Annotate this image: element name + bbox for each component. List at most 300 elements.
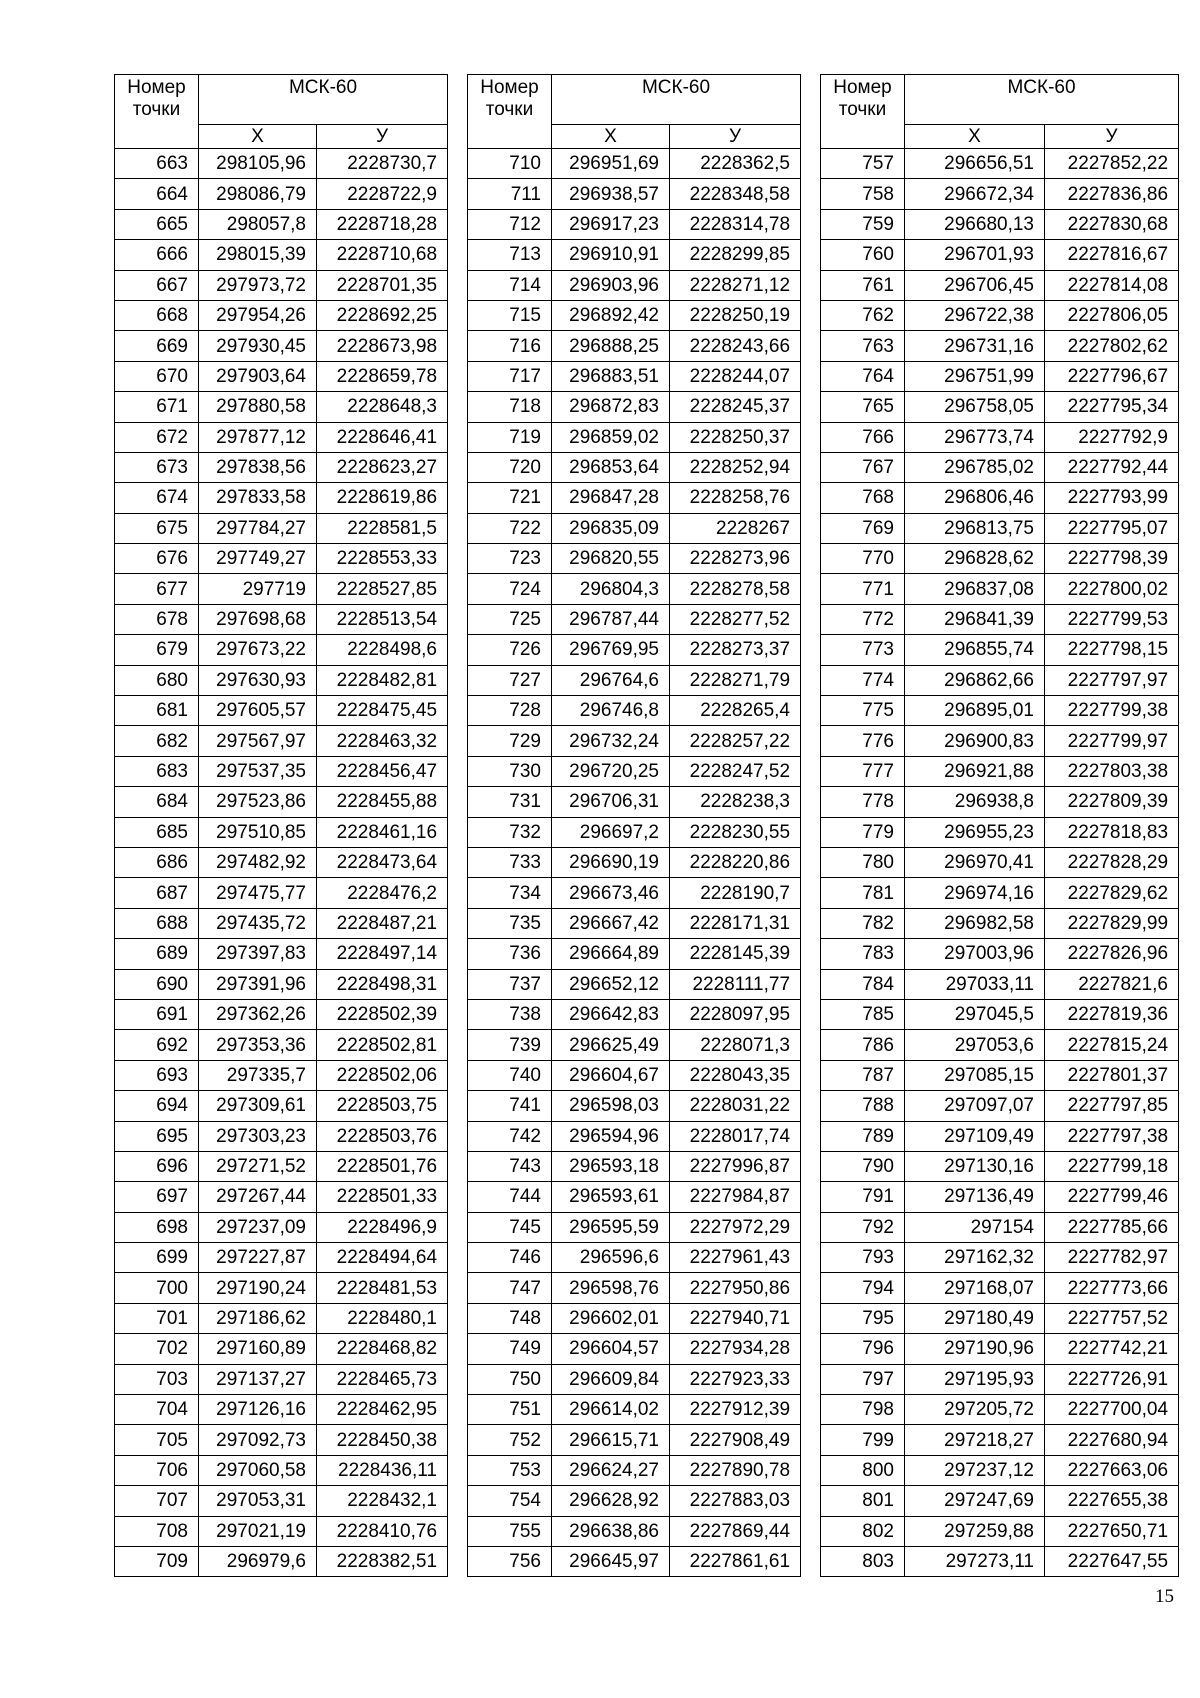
table-row: [468, 149, 801, 179]
point-number-cell: 712: [468, 209, 552, 239]
y-coordinate-cell: 2228017,74: [670, 1121, 801, 1151]
table-row: [821, 1486, 1179, 1516]
table-row: [468, 696, 801, 726]
y-coordinate-cell: 2228465,73: [317, 1364, 448, 1394]
y-coordinate-cell: 2228730,7: [317, 149, 448, 179]
table-row: [115, 817, 448, 847]
table-row: [821, 1060, 1179, 1090]
x-coordinate-cell: 297237,12: [905, 1455, 1045, 1485]
point-number-cell: 666: [115, 240, 199, 270]
point-number-cell: 683: [115, 756, 199, 786]
table-row: [821, 513, 1179, 543]
y-coordinate-cell: 2228646,41: [317, 422, 448, 452]
x-coordinate-cell: 297109,49: [905, 1121, 1045, 1151]
y-coordinate-cell: 2227950,86: [670, 1273, 801, 1303]
point-number-cell: 710: [468, 149, 552, 179]
x-coordinate-cell: 296596,6: [552, 1243, 670, 1273]
point-number-cell: 794: [821, 1273, 905, 1303]
x-coordinate-cell: 297475,77: [199, 878, 317, 908]
point-number-cell: 748: [468, 1303, 552, 1333]
x-coordinate-cell: 297180,49: [905, 1303, 1045, 1333]
table-row: [468, 1243, 801, 1273]
table-row: [468, 1182, 801, 1212]
x-coordinate-cell: 296656,51: [905, 149, 1045, 179]
x-coordinate-cell: 296602,01: [552, 1303, 670, 1333]
table-row: [115, 1486, 448, 1516]
y-coordinate-cell: 2227801,37: [1045, 1060, 1179, 1090]
point-number-cell: 706: [115, 1455, 199, 1485]
table-row: [821, 847, 1179, 877]
y-coordinate-cell: 2228382,51: [317, 1546, 448, 1576]
table-row: [115, 179, 448, 209]
table-row: [821, 696, 1179, 726]
y-coordinate-cell: 2228410,76: [317, 1516, 448, 1546]
point-number-cell: 739: [468, 1030, 552, 1060]
table-row: [115, 726, 448, 756]
x-coordinate-cell: 297137,27: [199, 1364, 317, 1394]
x-coordinate-cell: 296903,96: [552, 270, 670, 300]
point-number-cell: 673: [115, 452, 199, 482]
x-coordinate-cell: 297877,12: [199, 422, 317, 452]
point-number-cell: 798: [821, 1395, 905, 1425]
point-number-cell: 768: [821, 483, 905, 513]
coordinates-table-1: [114, 74, 448, 1577]
point-number-cell: 664: [115, 179, 199, 209]
table-row: [468, 1212, 801, 1242]
point-number-cell: 704: [115, 1395, 199, 1425]
y-coordinate-cell: 2227806,05: [1045, 300, 1179, 330]
y-coordinate-cell: 2228450,38: [317, 1425, 448, 1455]
table-row: [115, 270, 448, 300]
y-coordinate-cell: 2227829,62: [1045, 878, 1179, 908]
table-row: [821, 179, 1179, 209]
table-row: [821, 817, 1179, 847]
coordinates-table-2: [467, 74, 801, 1577]
y-coordinate-cell: 2228710,68: [317, 240, 448, 270]
table-row: [821, 392, 1179, 422]
point-number-cell: 796: [821, 1334, 905, 1364]
x-coordinate-cell: 296917,23: [552, 209, 670, 239]
x-coordinate-cell: 296979,6: [199, 1546, 317, 1576]
table-row: [115, 392, 448, 422]
point-number-cell: 667: [115, 270, 199, 300]
point-number-cell: 678: [115, 604, 199, 634]
table-row: [115, 999, 448, 1029]
point-number-cell: 775: [821, 696, 905, 726]
point-number-cell: 764: [821, 361, 905, 391]
table-row: [468, 1364, 801, 1394]
point-number-cell: 684: [115, 787, 199, 817]
y-coordinate-cell: 2227961,43: [670, 1243, 801, 1273]
table-row: [821, 726, 1179, 756]
point-number-cell: 728: [468, 696, 552, 726]
y-coordinate-cell: 2227798,15: [1045, 635, 1179, 665]
x-coordinate-cell: 297053,31: [199, 1486, 317, 1516]
point-number-cell: 754: [468, 1486, 552, 1516]
x-coordinate-cell: 297045,5: [905, 999, 1045, 1029]
x-coordinate-cell: 297205,72: [905, 1395, 1045, 1425]
y-coordinate-cell: 2228648,3: [317, 392, 448, 422]
point-number-cell: 793: [821, 1243, 905, 1273]
table-row: [468, 331, 801, 361]
y-coordinate-cell: 2228673,98: [317, 331, 448, 361]
point-number-cell: 747: [468, 1273, 552, 1303]
y-coordinate-cell: 2228111,77: [670, 969, 801, 999]
table-row: [821, 787, 1179, 817]
y-coordinate-cell: 2228171,31: [670, 908, 801, 938]
y-coordinate-cell: 2228071,3: [670, 1030, 801, 1060]
y-coordinate-cell: 2228701,35: [317, 270, 448, 300]
y-coordinate-cell: 2227803,38: [1045, 756, 1179, 786]
table-row: [468, 1151, 801, 1181]
x-coordinate-cell: 297353,36: [199, 1030, 317, 1060]
y-coordinate-cell: 2228503,75: [317, 1091, 448, 1121]
x-coordinate-cell: 296862,66: [905, 665, 1045, 695]
table-row: [115, 604, 448, 634]
table-row: [468, 878, 801, 908]
x-coordinate-cell: 297930,45: [199, 331, 317, 361]
x-coordinate-cell: 296672,34: [905, 179, 1045, 209]
point-number-cell: 703: [115, 1364, 199, 1394]
table-row: [821, 756, 1179, 786]
x-coordinate-cell: 298105,96: [199, 149, 317, 179]
y-coordinate-cell: 2228502,39: [317, 999, 448, 1029]
y-coordinate-cell: 2228482,81: [317, 665, 448, 695]
y-coordinate-cell: 2228455,88: [317, 787, 448, 817]
y-coordinate-cell: 2228348,58: [670, 179, 801, 209]
table-row: [468, 635, 801, 665]
x-coordinate-cell: 297092,73: [199, 1425, 317, 1455]
point-number-cell: 672: [115, 422, 199, 452]
y-coordinate-cell: 2228265,4: [670, 696, 801, 726]
table-row: [115, 1395, 448, 1425]
table-row: [468, 574, 801, 604]
table-row: [468, 756, 801, 786]
point-number-cell: 792: [821, 1212, 905, 1242]
table-row: [821, 270, 1179, 300]
y-coordinate-cell: 2227923,33: [670, 1364, 801, 1394]
table-row: [821, 1243, 1179, 1273]
y-coordinate-cell: 2227773,66: [1045, 1273, 1179, 1303]
y-coordinate-cell: 2228271,12: [670, 270, 801, 300]
y-coordinate-cell: 2227650,71: [1045, 1516, 1179, 1546]
point-number-cell: 708: [115, 1516, 199, 1546]
y-coordinate-cell: 2227869,44: [670, 1516, 801, 1546]
y-coordinate-cell: 2227816,67: [1045, 240, 1179, 270]
x-coordinate-cell: 297362,26: [199, 999, 317, 1029]
y-coordinate-cell: 2227793,99: [1045, 483, 1179, 513]
x-header: Х: [905, 125, 1045, 149]
point-number-cell: 757: [821, 149, 905, 179]
x-coordinate-cell: 297309,61: [199, 1091, 317, 1121]
table-row: [468, 787, 801, 817]
point-number-cell: 797: [821, 1364, 905, 1394]
table-row: [821, 1546, 1179, 1576]
y-coordinate-cell: 2227996,87: [670, 1151, 801, 1181]
point-number-cell: 763: [821, 331, 905, 361]
table-row: [468, 270, 801, 300]
point-number-cell: 674: [115, 483, 199, 513]
x-coordinate-cell: 296813,75: [905, 513, 1045, 543]
y-coordinate-cell: 2228271,79: [670, 665, 801, 695]
y-coordinate-cell: 2227799,18: [1045, 1151, 1179, 1181]
x-coordinate-cell: 297097,07: [905, 1091, 1045, 1121]
table-row: [115, 1243, 448, 1273]
x-coordinate-cell: 297218,27: [905, 1425, 1045, 1455]
point-number-cell: 783: [821, 939, 905, 969]
x-coordinate-cell: 296872,83: [552, 392, 670, 422]
y-coordinate-cell: 2228299,85: [670, 240, 801, 270]
y-coordinate-cell: 2227795,07: [1045, 513, 1179, 543]
table-row: [821, 1334, 1179, 1364]
point-number-cell: 690: [115, 969, 199, 999]
x-coordinate-cell: 297567,97: [199, 726, 317, 756]
x-coordinate-cell: 297749,27: [199, 544, 317, 574]
y-coordinate-cell: 2228468,82: [317, 1334, 448, 1364]
y-coordinate-cell: 2227655,38: [1045, 1486, 1179, 1516]
y-coordinate-cell: 2228581,5: [317, 513, 448, 543]
table-row: [115, 574, 448, 604]
x-coordinate-cell: 297227,87: [199, 1243, 317, 1273]
point-number-cell: 732: [468, 817, 552, 847]
table-row: [821, 604, 1179, 634]
x-coordinate-cell: 297523,86: [199, 787, 317, 817]
x-coordinate-cell: 297267,44: [199, 1182, 317, 1212]
x-coordinate-cell: 296624,27: [552, 1455, 670, 1485]
x-coordinate-cell: 296642,83: [552, 999, 670, 1029]
x-coordinate-cell: 296921,88: [905, 756, 1045, 786]
y-coordinate-cell: 2228362,5: [670, 149, 801, 179]
x-coordinate-cell: 297190,24: [199, 1273, 317, 1303]
x-coordinate-cell: 296804,3: [552, 574, 670, 604]
point-number-cell: 758: [821, 179, 905, 209]
point-number-header: Номер точки: [821, 75, 905, 149]
point-number-cell: 776: [821, 726, 905, 756]
table-row: [821, 240, 1179, 270]
y-coordinate-cell: 2228527,85: [317, 574, 448, 604]
y-coordinate-cell: 2228043,35: [670, 1060, 801, 1090]
x-coordinate-cell: 297003,96: [905, 939, 1045, 969]
x-coordinate-cell: 297397,83: [199, 939, 317, 969]
x-coordinate-cell: 297537,35: [199, 756, 317, 786]
table-row: [115, 1212, 448, 1242]
point-number-cell: 784: [821, 969, 905, 999]
point-number-cell: 773: [821, 635, 905, 665]
y-coordinate-cell: 2228659,78: [317, 361, 448, 391]
y-coordinate-cell: 2228481,53: [317, 1273, 448, 1303]
y-coordinate-cell: 2227815,24: [1045, 1030, 1179, 1060]
point-number-cell: 698: [115, 1212, 199, 1242]
y-coordinate-cell: 2228432,1: [317, 1486, 448, 1516]
table-row: [468, 1455, 801, 1485]
table-row: [468, 726, 801, 756]
x-coordinate-cell: 297903,64: [199, 361, 317, 391]
table-row: [821, 1030, 1179, 1060]
point-number-cell: 755: [468, 1516, 552, 1546]
y-coordinate-cell: 2227861,61: [670, 1546, 801, 1576]
x-coordinate-cell: 296853,64: [552, 452, 670, 482]
y-coordinate-cell: 2228097,95: [670, 999, 801, 1029]
y-coordinate-cell: 2228463,32: [317, 726, 448, 756]
table-row: [468, 939, 801, 969]
x-coordinate-cell: 296732,24: [552, 726, 670, 756]
point-number-cell: 744: [468, 1182, 552, 1212]
y-coordinate-cell: 2227821,6: [1045, 969, 1179, 999]
x-coordinate-cell: 296751,99: [905, 361, 1045, 391]
x-coordinate-cell: 297154: [905, 1212, 1045, 1242]
y-coordinate-cell: 2228498,6: [317, 635, 448, 665]
table-row: [821, 574, 1179, 604]
y-coordinate-cell: 2227809,39: [1045, 787, 1179, 817]
point-number-cell: 740: [468, 1060, 552, 1090]
x-coordinate-cell: 296764,6: [552, 665, 670, 695]
point-number-cell: 669: [115, 331, 199, 361]
table-row: [468, 513, 801, 543]
table-row: [115, 361, 448, 391]
y-coordinate-cell: 2227826,96: [1045, 939, 1179, 969]
table-row: [468, 817, 801, 847]
table-row: [115, 149, 448, 179]
point-number-cell: 730: [468, 756, 552, 786]
point-number-cell: 686: [115, 847, 199, 877]
y-coordinate-cell: 2228487,21: [317, 908, 448, 938]
point-number-cell: 760: [821, 240, 905, 270]
table-row: [115, 1364, 448, 1394]
x-coordinate-cell: 297190,96: [905, 1334, 1045, 1364]
y-coordinate-cell: 2227800,02: [1045, 574, 1179, 604]
x-coordinate-cell: 298015,39: [199, 240, 317, 270]
table-row: [115, 878, 448, 908]
x-coordinate-cell: 296731,16: [905, 331, 1045, 361]
point-number-cell: 731: [468, 787, 552, 817]
table-row: [821, 635, 1179, 665]
point-number-cell: 788: [821, 1091, 905, 1121]
y-coordinate-cell: 2228250,37: [670, 422, 801, 452]
y-coordinate-cell: 2228243,66: [670, 331, 801, 361]
x-coordinate-cell: 296837,08: [905, 574, 1045, 604]
x-coordinate-cell: 296604,67: [552, 1060, 670, 1090]
point-number-cell: 772: [821, 604, 905, 634]
x-coordinate-cell: 296697,2: [552, 817, 670, 847]
y-header: У: [670, 125, 801, 149]
x-coordinate-cell: 296615,71: [552, 1425, 670, 1455]
x-header: Х: [552, 125, 670, 149]
table-row: [468, 392, 801, 422]
y-coordinate-cell: 2227934,28: [670, 1334, 801, 1364]
point-number-cell: 720: [468, 452, 552, 482]
table-row: [821, 908, 1179, 938]
y-coordinate-cell: 2228502,06: [317, 1060, 448, 1090]
point-number-cell: 733: [468, 847, 552, 877]
point-number-cell: 668: [115, 300, 199, 330]
y-coordinate-cell: 2228273,37: [670, 635, 801, 665]
x-coordinate-cell: 297391,96: [199, 969, 317, 999]
y-header: У: [317, 125, 448, 149]
x-coordinate-cell: 296841,39: [905, 604, 1045, 634]
x-coordinate-cell: 297195,93: [905, 1364, 1045, 1394]
point-number-cell: 770: [821, 544, 905, 574]
x-coordinate-cell: 297698,68: [199, 604, 317, 634]
x-coordinate-cell: 296955,23: [905, 817, 1045, 847]
x-coordinate-cell: 297053,6: [905, 1030, 1045, 1060]
table-row: [821, 969, 1179, 999]
table-row: [468, 1486, 801, 1516]
table-row: [468, 999, 801, 1029]
y-coordinate-cell: 2228220,86: [670, 847, 801, 877]
y-coordinate-cell: 2227799,97: [1045, 726, 1179, 756]
point-number-cell: 780: [821, 847, 905, 877]
point-number-cell: 769: [821, 513, 905, 543]
table-row: [468, 240, 801, 270]
point-number-cell: 790: [821, 1151, 905, 1181]
point-number-cell: 736: [468, 939, 552, 969]
x-coordinate-cell: 297130,16: [905, 1151, 1045, 1181]
x-coordinate-cell: 296720,25: [552, 756, 670, 786]
x-coordinate-cell: 296938,57: [552, 179, 670, 209]
table-row: [468, 847, 801, 877]
table-row: [468, 1121, 801, 1151]
y-coordinate-cell: 2228501,33: [317, 1182, 448, 1212]
y-coordinate-cell: 2227796,67: [1045, 361, 1179, 391]
coordinate-system-header: МСК-60: [905, 75, 1179, 125]
y-coordinate-cell: 2227680,94: [1045, 1425, 1179, 1455]
point-number-cell: 789: [821, 1121, 905, 1151]
x-coordinate-cell: 296652,12: [552, 969, 670, 999]
table-row: [115, 1273, 448, 1303]
point-number-cell: 680: [115, 665, 199, 695]
y-coordinate-cell: 2228031,22: [670, 1091, 801, 1121]
coordinates-table-3: [820, 74, 1179, 1577]
point-number-cell: 802: [821, 1516, 905, 1546]
point-number-cell: 751: [468, 1395, 552, 1425]
point-number-cell: 762: [821, 300, 905, 330]
y-coordinate-cell: 2228278,58: [670, 574, 801, 604]
y-coordinate-cell: 2228462,95: [317, 1395, 448, 1425]
point-number-cell: 691: [115, 999, 199, 1029]
point-number-cell: 713: [468, 240, 552, 270]
table-row: [115, 939, 448, 969]
table-row: [115, 1516, 448, 1546]
point-number-cell: 750: [468, 1364, 552, 1394]
point-number-cell: 795: [821, 1303, 905, 1333]
table-row: [468, 1030, 801, 1060]
x-coordinate-cell: 297784,27: [199, 513, 317, 543]
table-row: [115, 696, 448, 726]
y-coordinate-cell: 2227795,34: [1045, 392, 1179, 422]
y-coordinate-cell: 2228503,76: [317, 1121, 448, 1151]
y-coordinate-cell: 2227757,52: [1045, 1303, 1179, 1333]
table-row: [115, 240, 448, 270]
table-row: [821, 300, 1179, 330]
point-number-cell: 700: [115, 1273, 199, 1303]
y-coordinate-cell: 2227797,85: [1045, 1091, 1179, 1121]
point-number-cell: 727: [468, 665, 552, 695]
y-coordinate-cell: 2228436,11: [317, 1455, 448, 1485]
point-number-cell: 688: [115, 908, 199, 938]
y-coordinate-cell: 2228145,39: [670, 939, 801, 969]
table-row: [468, 422, 801, 452]
point-number-cell: 741: [468, 1091, 552, 1121]
table-row: [115, 1546, 448, 1576]
y-coordinate-cell: 2227890,78: [670, 1455, 801, 1485]
point-number-cell: 717: [468, 361, 552, 391]
x-coordinate-cell: 298057,8: [199, 209, 317, 239]
y-coordinate-cell: 2228513,54: [317, 604, 448, 634]
point-number-cell: 695: [115, 1121, 199, 1151]
y-coordinate-cell: 2227830,68: [1045, 209, 1179, 239]
table-row: [468, 969, 801, 999]
point-number-cell: 803: [821, 1546, 905, 1576]
